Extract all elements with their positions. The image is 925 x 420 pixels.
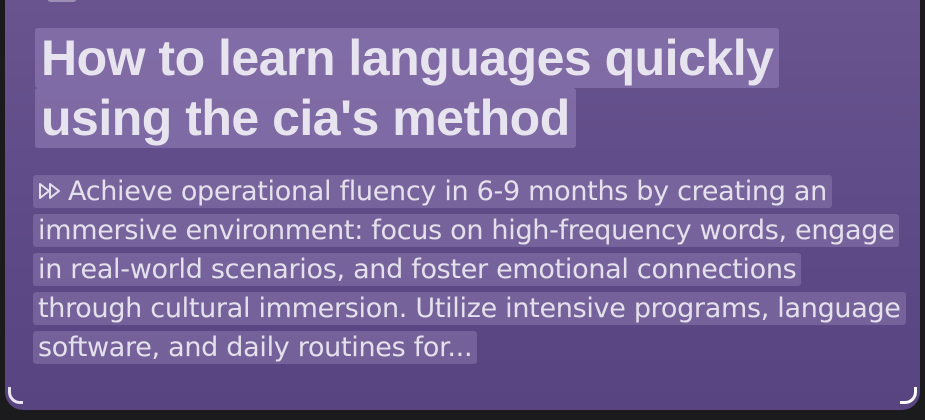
card-handle xyxy=(47,0,77,2)
fast-forward-icon xyxy=(38,181,64,201)
card-corner-left xyxy=(8,387,23,404)
article-summary xyxy=(33,172,903,367)
article-summary-text: Achieve operational fluency in 6-9 months by creating an immersive environment: focus on high-frequency words, engage in real-world scenarios, and foster emotional connections through cultural immersion. Utilize intensive programs, language software, and daily routines for... xyxy=(38,176,901,363)
article-summary-highlight xyxy=(33,175,906,364)
article-card[interactable] xyxy=(5,0,920,410)
article-title-text: How to learn languages quickly using the cia's method xyxy=(35,28,779,148)
card-corner-right xyxy=(900,387,917,404)
article-title[interactable] xyxy=(35,28,895,148)
